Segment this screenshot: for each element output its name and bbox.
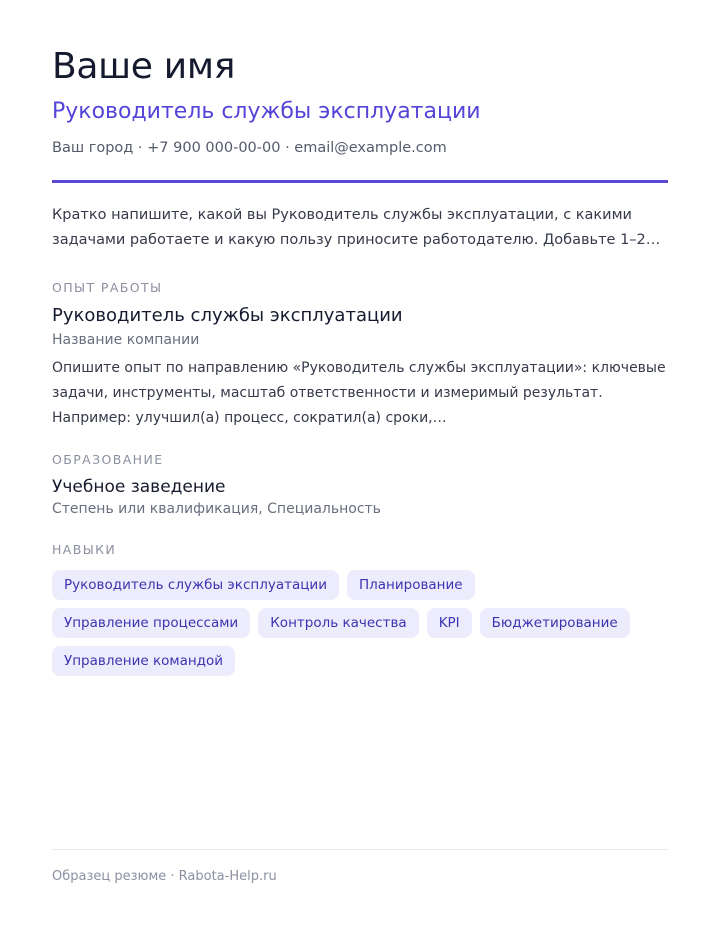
skill-chip: Планирование — [347, 570, 475, 600]
skills-list — [52, 570, 672, 676]
skill-chip: Контроль качества — [258, 608, 418, 638]
skills-section-label: НАВЫКИ — [52, 542, 117, 557]
footer-divider — [52, 849, 668, 850]
skill-chip: Управление процессами — [52, 608, 250, 638]
summary-text: Кратко напишите, какой вы Руководитель службы эксплуатации, с какими задачами работаете и какую пользу приносите работодателю. Добавьте 1–2… — [52, 207, 661, 248]
header-divider — [52, 180, 668, 183]
contact-separator: · — [137, 140, 143, 156]
experience-job-title: Руководитель службы эксплуатации — [52, 305, 403, 326]
contact-email: email@example.com — [294, 140, 447, 156]
contact-separator: · — [285, 140, 290, 156]
contact-phone: +7 900 000-00-00 — [147, 140, 281, 156]
contact-line — [52, 138, 447, 158]
experience-section-label: ОПЫТ РАБОТЫ — [52, 280, 163, 295]
skill-chip: KPI — [427, 608, 472, 638]
resume-name: Ваше имя — [52, 46, 236, 87]
skill-chip: Бюджетирование — [480, 608, 630, 638]
resume-position: Руководитель службы эксплуатации — [52, 99, 481, 124]
contact-city: Ваш город — [52, 140, 134, 156]
experience-description: Опишите опыт по направлению «Руководитель службы эксплуатации»: ключевые задачи, инструменты, масштаб ответственности и измеримый результат. Например: улучшил(а) процесс, сократил(а) сроки,… — [52, 360, 666, 426]
education-section-label: ОБРАЗОВАНИЕ — [52, 452, 164, 467]
education-details: Степень или квалификация, Специальность — [52, 501, 381, 517]
education-institution: Учебное заведение — [52, 477, 226, 497]
experience-company: Название компании — [52, 332, 200, 348]
skill-chip: Руководитель службы эксплуатации — [52, 570, 339, 600]
skill-chip: Управление командой — [52, 646, 235, 676]
footer-text: Образец резюме · Rabota-Help.ru — [52, 869, 277, 884]
